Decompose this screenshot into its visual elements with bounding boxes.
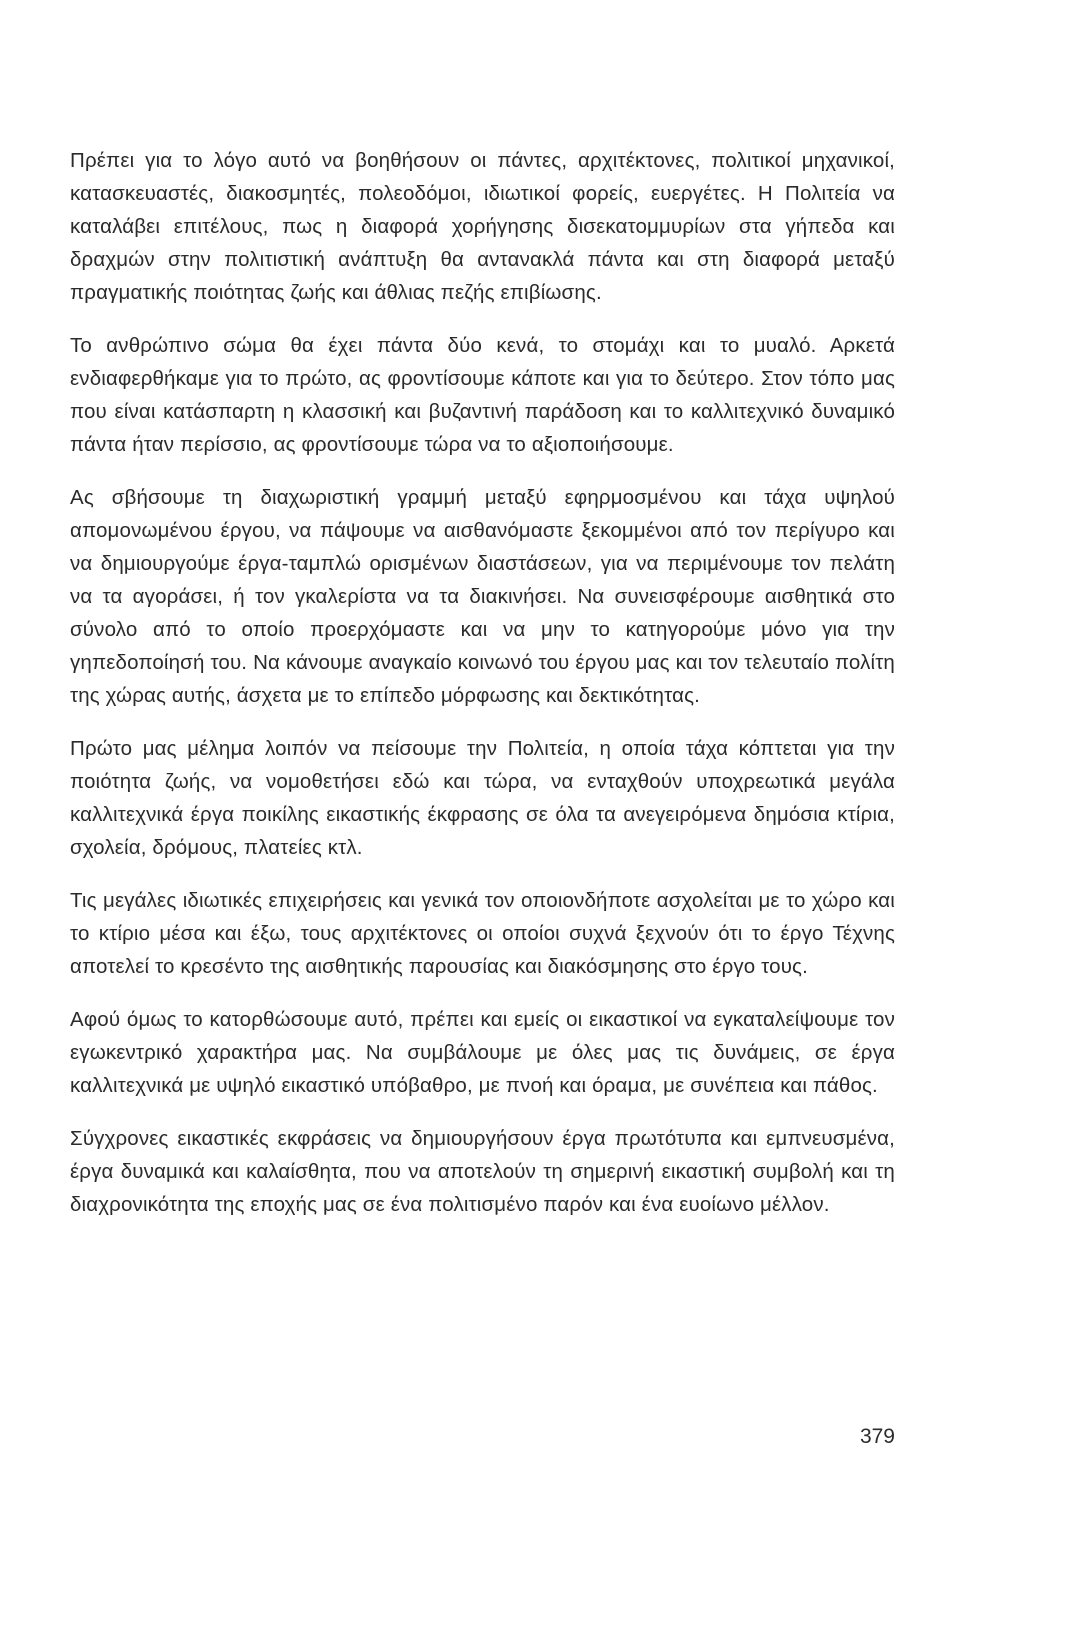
paragraph-7: Σύγχρονες εικαστικές εκφράσεις να δημιουργήσουν έργα πρωτότυπα και εμπνευσμένα, έργα δυναμικά και καλαίσθητα, που να αποτελούν τη σημερινή εικαστική συμβολή και τη διαχρονικότητα της εποχής μας σε ένα πολιτισμένο παρόν και ένα ευοίωνο μέλλον.	[70, 1127, 895, 1216]
paragraph-6: Αφού όμως το κατορθώσουμε αυτό, πρέπει και εμείς οι εικαστικοί να εγκαταλείψουμε τον εγωκεντρικό χαρακτήρα μας. Να συμβάλουμε με όλες μας τις δυνάμεις, σε έργα καλλιτεχνικά με υψηλό εικαστικό υπόβαθρο, με πνοή και όραμα, με συνέπεια και πάθος.	[70, 1008, 895, 1097]
paragraph-2: Το ανθρώπινο σώμα θα έχει πάντα δύο κενά, το στομάχι και το μυαλό. Αρκετά ενδιαφερθήκαμε για το πρώτο, ας φροντίσουμε κάποτε και για το δεύτερο. Στον τόπο μας που είναι κατάσπαρτη η κλασσική και βυζαντινή παράδοση και το καλλιτεχνικό δυναμικό πάντα ήταν περίσσιο, ας φροντίσουμε τώρα να το αξιοποιήσουμε.	[70, 334, 895, 456]
body-text	[70, 144, 895, 1241]
paragraph-3: Ας σβήσουμε τη διαχωριστική γραμμή μεταξύ εφηρμοσμένου και τάχα υψηλού απομονωμένου έργου, να πάψουμε να αισθανόμαστε ξεκομμένοι από τον περίγυρο και να δημιουργούμε έργα-ταμπλώ ορισμένων διαστάσεων, για να περιμένουμε τον πελάτη να τα αγοράσει, ή τον γκαλερίστα να τα διακινήσει. Να συνεισφέρουμε αισθητικά στο σύνολο από το οποίο προερχόμαστε και να μην το κατηγορούμε μόνο για την γηπεδοποίησή του. Να κάνουμε αναγκαίο κοινωνό του έργου μας και τον τελευταίο πολίτη της χώρας αυτής, άσχετα με το επίπεδο μόρφωσης και δεκτικότητας.	[70, 486, 895, 707]
paragraph-1: Πρέπει για το λόγο αυτό να βοηθήσουν οι πάντες, αρχιτέκτονες, πολιτικοί μηχανικοί, κατασκευαστές, διακοσμητές, πολεοδόμοι, ιδιωτικοί φορείς, ευεργέτες. Η Πολιτεία να καταλάβει επιτέλους, πως η διαφορά χορήγησης δισεκατομμυρίων στα γήπεδα και δραχμών στην πολιτιστική ανάπτυξη θα αντανακλά πάντα και στη διαφορά μεταξύ πραγματικής ποιότητας ζωής και άθλιας πεζής επιβίωσης.	[70, 149, 895, 304]
page-number: 379	[859, 1425, 895, 1448]
paragraph-5: Τις μεγάλες ιδιωτικές επιχειρήσεις και γενικά τον οποιονδήποτε ασχολείται με το χώρο και το κτίριο μέσα και έξω, τους αρχιτέκτονες οι οποίοι συχνά ξεχνούν ότι το έργο Τέχνης αποτελεί το κρεσέντο της αισθητικής παρουσίας και διακόσμησης στο έργο τους.	[70, 889, 895, 978]
paragraph-4: Πρώτο μας μέλημα λοιπόν να πείσουμε την Πολιτεία, η οποία τάχα κόπτεται για την ποιότητα ζωής, να νομοθετήσει εδώ και τώρα, να ενταχθούν υποχρεωτικά μεγάλα καλλιτεχνικά έργα ποικίλης εικαστικής έκφρασης σε όλα τα ανεγειρόμενα δημόσια κτίρια, σχολεία, δρόμους, πλατείες κτλ.	[70, 737, 895, 859]
book-page	[70, 0, 895, 1626]
